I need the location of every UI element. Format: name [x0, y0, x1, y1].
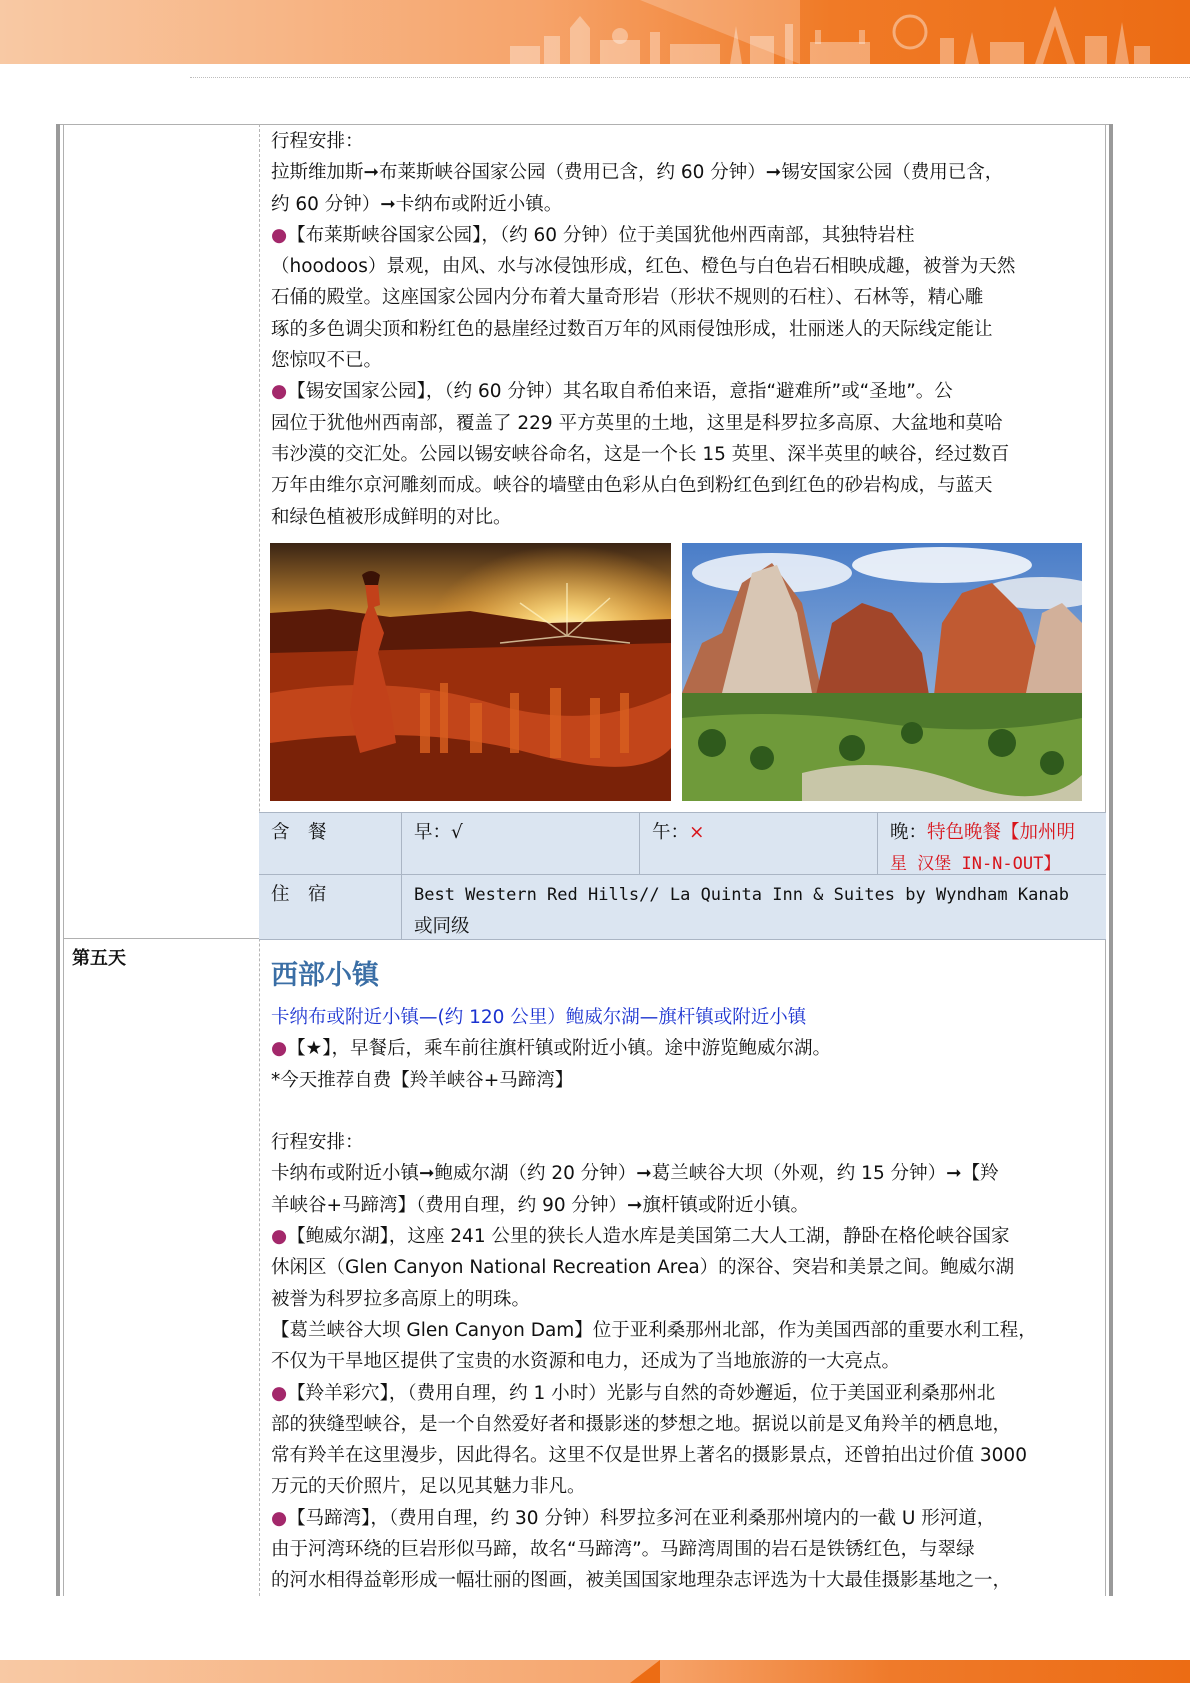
bullet-icon: ● — [271, 1038, 288, 1060]
table-left-inner-border — [63, 124, 64, 1596]
spacer — [271, 1096, 1103, 1127]
text-line: 万元的天价照片，足以见其魅力非凡。 — [271, 1476, 586, 1498]
text-line: 园位于犹他州西南部，覆盖了 229 平方英里的土地，这里是科罗拉多高原、大盆地和莫哈 — [271, 412, 1003, 434]
text-line: 常有羚羊在这里漫步，因此得名。这里不仅是世界上著名的摄影景点，还曾拍出过价值 3000 — [271, 1445, 1027, 1467]
route-line: 拉斯维加斯➞布莱斯峡谷国家公园（费用已含，约 60 分钟）➞锡安国家公园（费用已含， — [271, 162, 1004, 184]
hotel-row — [259, 874, 1106, 940]
text-line: 被誉为科罗拉多高原上的明珠。 — [271, 1288, 531, 1310]
dam-description — [271, 1315, 1103, 1378]
lunch-cell — [639, 813, 877, 875]
route-line: 卡纳布或附近小镇➞鲍威尔湖（约 20 分钟）➞葛兰峡谷大坝（外观，约 15 分钟）➞【羚 — [271, 1163, 999, 1185]
bullet-icon: ● — [271, 224, 288, 246]
city-skyline-icon — [510, 6, 1150, 64]
text-line: 部的狭缝型峡谷，是一个自然爱好者和摄影迷的梦想之地。据说以前是叉角羚羊的栖息地， — [271, 1413, 1012, 1435]
dinner-cell — [877, 813, 1106, 875]
text-line: 琢的多色调尖顶和粉红色的悬崖经过数百万年的风雨侵蚀形成，壮丽迷人的天际线定能让 — [271, 318, 993, 340]
hotel-label: 住 宿 — [271, 884, 327, 905]
bullet-icon: ● — [271, 1226, 288, 1248]
header-divider — [190, 77, 1190, 78]
text-line: 您惊叹不已。 — [271, 350, 383, 372]
text-line: 韦沙漠的交汇处。公园以锡安峡谷命名，这是一个长 15 英里、深半英里的峡谷，经过数百 — [271, 443, 1010, 465]
route-line: 羊峡谷+马蹄湾】（费用自理，约 90 分钟）➞旗杆镇或附近小镇。 — [271, 1194, 810, 1216]
hotel-value — [401, 875, 1106, 939]
itinerary-heading: 行程安排： — [271, 131, 364, 152]
breakfast-value: √ — [451, 822, 463, 843]
header-banner — [0, 0, 1190, 64]
table-left-border — [56, 124, 60, 1596]
text-line: 由于河湾环绕的巨岩形似马蹄，故名“马蹄湾”。马蹄湾周围的岩石是铁锈红色，与翠绿 — [271, 1539, 975, 1561]
antelope-description — [271, 1378, 1103, 1503]
hotel-name: Best Western Red Hills// La Quinta Inn & Suites by Wyndham Kanab — [414, 885, 1070, 905]
horseshoe-description — [271, 1503, 1103, 1597]
text-line: 【鲍威尔湖】，这座 241 公里的狭长人造水库是美国第二大人工湖，静卧在格伦峡谷国家 — [287, 1226, 1010, 1248]
zion-national-park-photo — [682, 543, 1082, 801]
day4-itinerary — [271, 126, 1103, 533]
footer-banner — [0, 1660, 1190, 1683]
powell-description — [271, 1221, 1103, 1315]
bullet-icon: ● — [271, 1507, 288, 1529]
bryce-description — [271, 220, 1103, 376]
dinner-value: 星 汉堡 IN-N-OUT】 — [890, 854, 1061, 874]
table-right-border — [1109, 124, 1113, 1596]
breakfast-cell — [401, 813, 639, 875]
dinner-value: 特色晚餐【加州明 — [927, 822, 1076, 843]
bullet-icon: ● — [271, 1382, 288, 1404]
bryce-canyon-photo — [270, 543, 671, 801]
dinner-label: 晚： — [890, 822, 928, 843]
day-label: 第五天 — [72, 948, 126, 969]
day-title: 西部小镇 — [271, 960, 379, 991]
footer-accent-shape — [630, 1660, 660, 1683]
text-line: 休闲区（Glen Canyon National Recreation Area）的深谷、突岩和美景之间。鲍威尔湖 — [271, 1257, 1015, 1279]
text-line: 【葛兰峡谷大坝 Glen Canyon Dam】位于亚利桑那州北部，作为美国西部的重要水利工程， — [271, 1319, 1037, 1341]
text-line: 【布莱斯峡谷国家公园】，（约 60 分钟）位于美国犹他州西南部，其独特岩柱 — [287, 224, 915, 246]
text-line: 不仅为干旱地区提供了宝贵的水资源和电力，还成为了当地旅游的一大亮点。 — [271, 1351, 901, 1373]
itinerary-heading: 行程安排： — [271, 1132, 364, 1154]
meals-label: 含 餐 — [271, 822, 327, 843]
text-line: 的河水相得益彰形成一幅壮丽的图画，被美国国家地理杂志评选为十大最佳摄影基地之一， — [271, 1570, 1012, 1592]
text-line: 【锡安国家公园】，（约 60 分钟）其名取自希伯来语，意指“避难所”或“圣地”。公 — [287, 381, 953, 403]
zion-description — [271, 376, 1103, 532]
recommend-text: *今天推荐自费【羚羊峡谷+马蹄湾】 — [271, 1069, 574, 1091]
lunch-value: × — [689, 822, 705, 843]
text-line: 【羚羊彩穴】，（费用自理，约 1 小时）光影与自然的奇妙邂逅，位于美国亚利桑那州北 — [287, 1382, 996, 1404]
table-top-border — [56, 124, 1113, 125]
intro-text: 【★】，早餐后，乘车前往旗杆镇或附近小镇。途中游览鲍威尔湖。 — [287, 1038, 831, 1060]
text-line: 【马蹄湾】，（费用自理，约 30 分钟）科罗拉多河在亚利桑那州境内的一截 U 形河道， — [287, 1507, 996, 1529]
text-line: （hoodoos）景观，由风、水与冰侵蚀形成，红色、橙色与白色岩石相映成趣，被誉为天然 — [271, 256, 1016, 278]
text-line: 和绿色植被形成鲜明的对比。 — [271, 506, 512, 528]
breakfast-label: 早： — [414, 822, 452, 843]
route-line: 约 60 分钟）➞卡纳布或附近小镇。 — [271, 193, 563, 215]
hotel-alt: 或同级 — [414, 916, 470, 937]
bullet-icon: ● — [271, 381, 288, 403]
lunch-label: 午： — [652, 822, 690, 843]
route-summary: 卡纳布或附近小镇—(约 120 公里）鲍威尔湖—旗杆镇或附近小镇 — [271, 1007, 807, 1028]
meals-row — [259, 812, 1106, 875]
day5-itinerary — [271, 1002, 1103, 1597]
text-line: 万年由维尔京河雕刻而成。峡谷的墙壁由色彩从白色到粉红色到红色的砂岩构成，与蓝天 — [271, 475, 993, 497]
text-line: 石俑的殿堂。这座国家公园内分布着大量奇形岩（形状不规则的石柱）、石林等，精心雕 — [271, 287, 984, 309]
